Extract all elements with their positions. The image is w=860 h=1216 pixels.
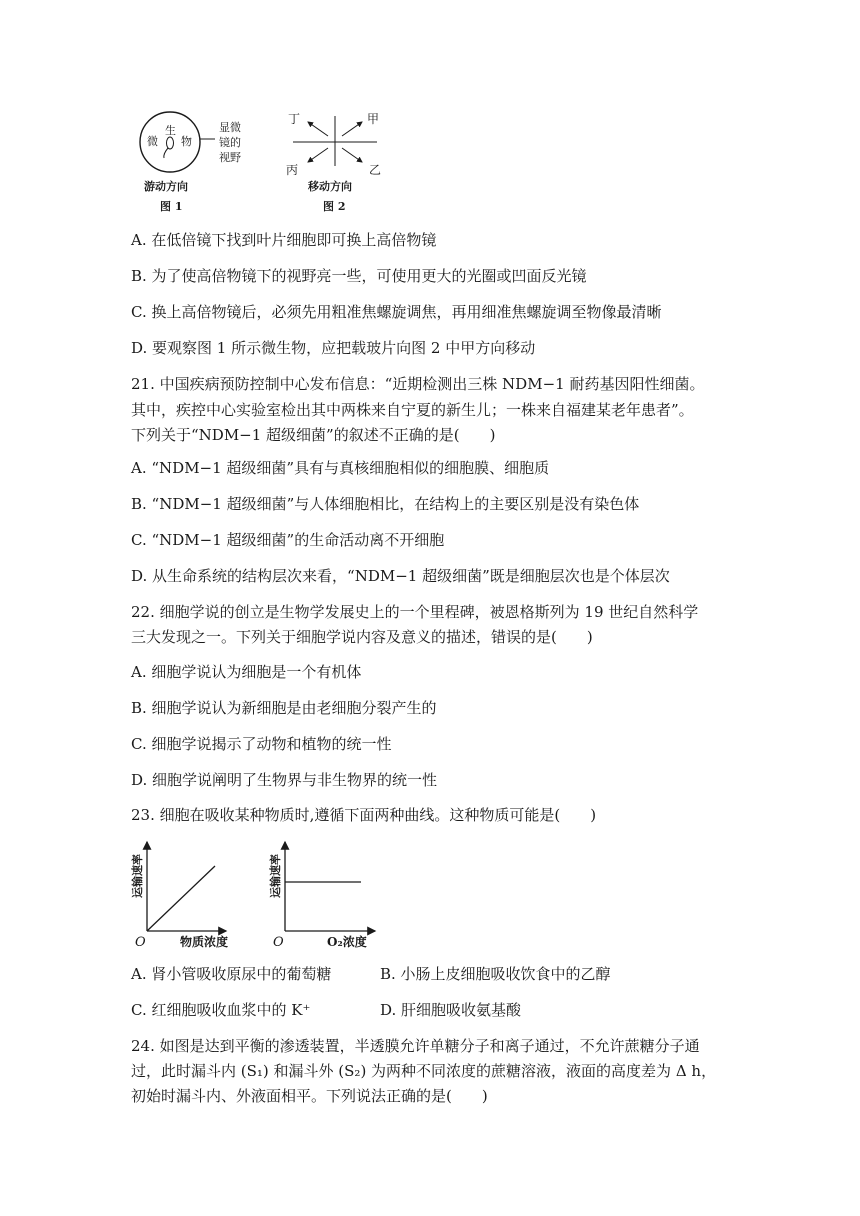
q20-option-a: A. 在低倍镜下找到叶片细胞即可换上高倍物镜 — [131, 231, 437, 249]
arrow-ding — [308, 122, 328, 136]
q22-option-c: C. 细胞学说揭示了动物和植物的统一性 — [131, 735, 392, 753]
arrow-jia — [342, 122, 362, 136]
q21-option-b: B. “NDM−1 超级细菌”与人体细胞相比，在结构上的主要区别是没有染色体 — [131, 495, 640, 513]
microbe-shape — [167, 137, 174, 149]
figure-1-diagram — [131, 106, 281, 216]
figure-1-caption: 游动方向 — [144, 180, 188, 193]
figure-2-caption: 移动方向 — [308, 180, 352, 193]
q24-stem-line-2: 过，此时漏斗内 (S₁) 和漏斗外 (S₂) 为两种不同浓度的蔗糖溶液，液面的高度差为 Δ h， — [131, 1062, 717, 1080]
q21-option-a: A. “NDM−1 超级细菌”具有与真核细胞相似的细胞膜、细胞质 — [131, 459, 550, 477]
q21-option-c: C. “NDM−1 超级细菌”的生命活动离不开细胞 — [131, 531, 445, 549]
q22-option-d: D. 细胞学说阐明了生物界与非生物界的统一性 — [131, 771, 438, 789]
graph-1-series-line — [147, 866, 215, 931]
figure-1-right-char: 物 — [181, 135, 192, 148]
q23-graphs — [131, 836, 391, 952]
q20-option-d: D. 要观察图 1 所示微生物，应把载玻片向图 2 中甲方向移动 — [131, 339, 536, 357]
figure-2-number: 图 2 — [323, 200, 346, 213]
graph-2-ylabel: 运输速率 — [269, 854, 282, 898]
q24-stem-line-1: 24. 如图是达到平衡的渗透装置，半透膜允许单糖分子和离子通过，不允许蔗糖分子通 — [131, 1037, 700, 1055]
q23-option-b: B. 小肠上皮细胞吸收饮食中的乙醇 — [380, 965, 611, 983]
graph-1-origin: O — [135, 935, 146, 950]
q20-option-c: C. 换上高倍物镜后，必须先用粗准焦螺旋调焦，再用细准焦螺旋调至物像最清晰 — [131, 303, 662, 321]
label-bing: 丙 — [286, 163, 299, 177]
q23-option-c: C. 红细胞吸收血浆中的 K⁺ — [131, 1001, 311, 1019]
figure-2-diagram — [283, 106, 393, 216]
q21-stem-line-3: 下列关于“NDM−1 超级细菌”的叙述不正确的是( ) — [131, 426, 496, 444]
figure-1-side-label-2: 镜的 — [219, 136, 241, 149]
figure-1-side-label-3: 视野 — [219, 151, 241, 164]
q23-option-d: D. 肝细胞吸收氨基酸 — [380, 1001, 522, 1019]
microbe-tail — [164, 148, 168, 158]
q23-stem: 23. 细胞在吸收某种物质时,遵循下面两种曲线。这种物质可能是( ) — [131, 806, 597, 824]
q21-stem-line-1: 21. 中国疾病预防控制中心发布信息：“近期检测出三株 NDM−1 耐药基因阳性细菌。 — [131, 375, 705, 393]
q22-stem-line-2: 三大发现之一。下列关于细胞学说内容及意义的描述，错误的是( ) — [131, 628, 593, 646]
q23-option-a: A. 肾小管吸收原尿中的葡萄糖 — [131, 965, 332, 983]
label-ding: 丁 — [288, 112, 301, 126]
arrow-bing — [308, 148, 328, 162]
graph-2-xlabel: O₂浓度 — [327, 935, 367, 949]
graph-1-ylabel: 运输速率 — [131, 854, 144, 898]
graph-1-xlabel: 物质浓度 — [180, 935, 229, 949]
q22-stem-line-1: 22. 细胞学说的创立是生物学发展史上的一个里程碑，被恩格斯列为 19 世纪自然科学 — [131, 603, 699, 621]
arrow-yi — [342, 148, 362, 162]
graph-2-origin: O — [273, 935, 284, 950]
figure-1-side-label-1: 显微 — [219, 121, 241, 134]
q20-option-b: B. 为了使高倍物镜下的视野亮一些，可使用更大的光圈或凹面反光镜 — [131, 267, 587, 285]
figure-2 — [283, 106, 393, 216]
q22-option-b: B. 细胞学说认为新细胞是由老细胞分裂产生的 — [131, 699, 437, 717]
q22-option-a: A. 细胞学说认为细胞是一个有机体 — [131, 663, 362, 681]
figure-1 — [131, 106, 281, 216]
label-jia: 甲 — [367, 112, 380, 126]
q21-option-d: D. 从生命系统的结构层次来看，“NDM−1 超级细菌”既是细胞层次也是个体层次 — [131, 567, 670, 585]
q23-graphs-svg — [131, 836, 391, 952]
figure-1-left-char: 微 — [147, 135, 158, 148]
figure-1-top-char: 生 — [165, 124, 176, 137]
q21-stem-line-2: 其中，疾控中心实验室检出其中两株来自宁夏的新生儿；一株来自福建某老年患者”。 — [131, 401, 694, 419]
figure-1-number: 图 1 — [160, 200, 183, 213]
label-yi: 乙 — [369, 163, 382, 177]
q24-stem-line-3: 初始时漏斗内、外液面相平。下列说法正确的是( ) — [131, 1087, 488, 1105]
